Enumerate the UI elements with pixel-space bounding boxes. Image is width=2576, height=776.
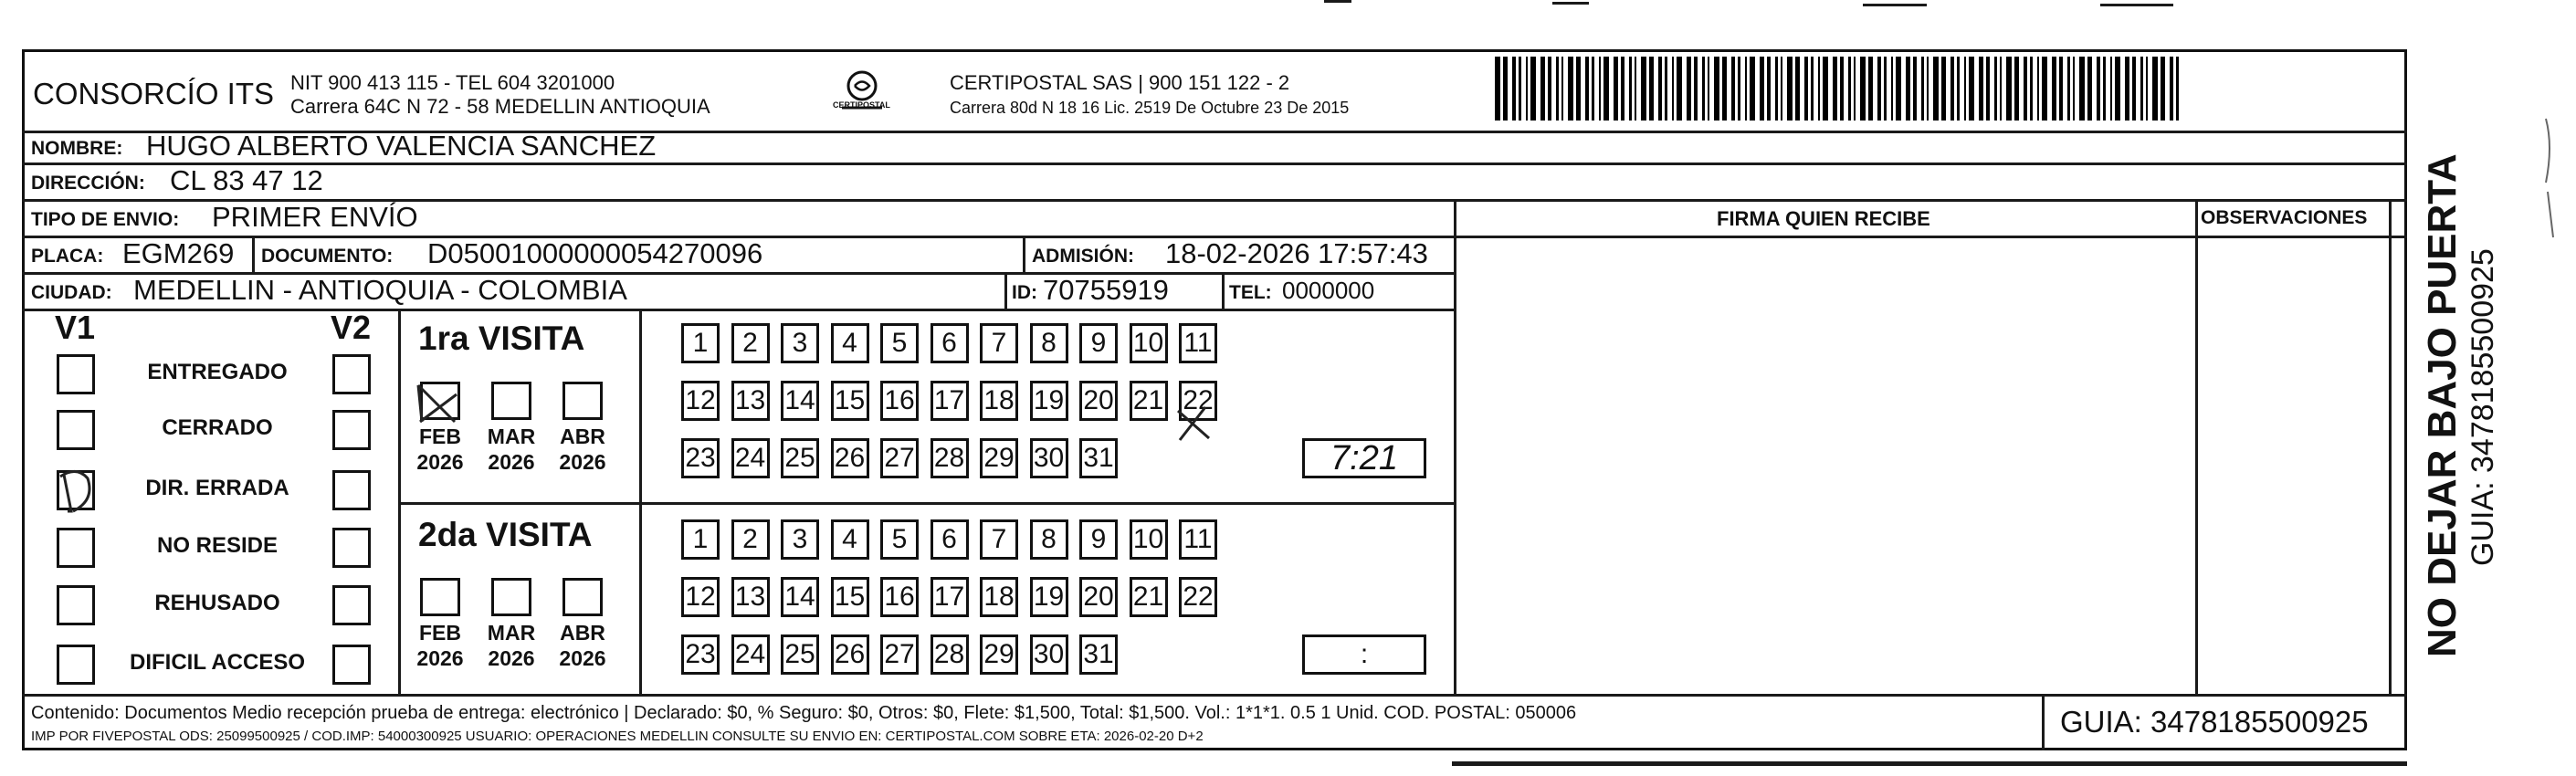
day-box[interactable]: 12 xyxy=(681,577,720,617)
documento-label: DOCUMENTO: xyxy=(261,246,394,267)
month-name: MAR xyxy=(487,425,536,448)
company-nit: NIT 900 413 115 - TEL 604 3201000 xyxy=(290,71,615,94)
day-box[interactable]: 9 xyxy=(1079,323,1118,363)
month-year: 2026 xyxy=(559,646,606,670)
status-label: DIFICIL ACCESO xyxy=(129,650,305,675)
status-label: CERRADO xyxy=(162,415,273,440)
day-box[interactable]: 5 xyxy=(880,519,919,560)
day-box[interactable]: 24 xyxy=(731,634,770,675)
id-value: 70755919 xyxy=(1043,274,1169,306)
v2-label: V2 xyxy=(331,309,372,346)
tel-value: 0000000 xyxy=(1282,277,1375,304)
day-box[interactable]: 27 xyxy=(880,438,919,478)
month-year: 2026 xyxy=(488,450,535,474)
time-box[interactable]: : xyxy=(1302,634,1426,675)
footer-imp: IMP POR FIVEPOSTAL ODS: 25099500925 / COD.IMP: 54000300925 USUARIO: OPERACIONES MEDELLIN CONSULTE SU ENVIO EN: CERTIPOSTAL.COM SOBRE ETA: 2026-02-20 D+2 xyxy=(31,729,1204,744)
month-name: ABR xyxy=(560,425,605,448)
day-box[interactable]: 20 xyxy=(1079,577,1118,617)
month-year: 2026 xyxy=(488,646,535,670)
month-name: ABR xyxy=(560,621,605,645)
logo-caption: CERTIPOSTAL xyxy=(833,100,890,110)
day-box[interactable]: 26 xyxy=(831,634,869,675)
check-mark-day-19 xyxy=(1178,407,1209,440)
check-mark-feb xyxy=(418,385,457,422)
ciudad-value: MEDELLIN - ANTIOQUIA - COLOMBIA xyxy=(133,274,627,306)
status-label: DIR. ERRADA xyxy=(145,476,289,500)
side-guia: GUIA: 3478185500925 xyxy=(2466,248,2500,566)
observaciones-label: OBSERVACIONES xyxy=(2201,207,2368,228)
day-box[interactable]: 9 xyxy=(1079,519,1118,560)
month-name: MAR xyxy=(487,621,536,645)
company-address: Carrera 64C N 72 - 58 MEDELLIN ANTIOQUIA xyxy=(290,95,710,118)
day-box[interactable]: 13 xyxy=(731,381,770,421)
company-name: CONSORCÍO ITS xyxy=(33,77,275,110)
month-year: 2026 xyxy=(416,450,464,474)
carrier-name: CERTIPOSTAL SAS | 900 151 122 - 2 xyxy=(950,71,1290,94)
day-box[interactable]: 8 xyxy=(1030,519,1068,560)
day-box[interactable]: 18 xyxy=(980,381,1018,421)
day-box[interactable]: 10 xyxy=(1130,323,1168,363)
day-box[interactable]: 25 xyxy=(781,438,819,478)
day-box[interactable]: 11 xyxy=(1179,519,1217,560)
month-year: 2026 xyxy=(416,646,464,670)
day-box[interactable]: 6 xyxy=(931,323,969,363)
day-box[interactable]: 3 xyxy=(781,323,819,363)
day-box[interactable]: 25 xyxy=(781,634,819,675)
day-box[interactable]: 22 xyxy=(1179,381,1217,421)
day-box[interactable]: 1 xyxy=(681,519,720,560)
day-box[interactable]: 15 xyxy=(831,381,869,421)
day-box[interactable]: 14 xyxy=(781,577,819,617)
day-box[interactable]: 19 xyxy=(1030,577,1068,617)
status-label: ENTREGADO xyxy=(147,360,288,384)
day-box[interactable]: 11 xyxy=(1179,323,1217,363)
tel-label: TEL: xyxy=(1229,282,1272,303)
day-box[interactable]: 29 xyxy=(980,634,1018,675)
direccion-value: CL 83 47 12 xyxy=(170,164,323,196)
day-box[interactable]: 21 xyxy=(1130,577,1168,617)
day-box[interactable]: 21 xyxy=(1130,381,1168,421)
day-box[interactable]: 30 xyxy=(1030,634,1068,675)
day-box[interactable]: 4 xyxy=(831,519,869,560)
tipo-envio-label: TIPO DE ENVIO: xyxy=(31,209,180,230)
day-box[interactable]: 4 xyxy=(831,323,869,363)
carrier-address: Carrera 80d N 18 16 Lic. 2519 De Octubre 23 De 2015 xyxy=(950,99,1350,117)
admision-value: 18-02-2026 17:57:43 xyxy=(1165,237,1428,269)
scan-bottom-edge xyxy=(1452,761,2407,766)
day-box[interactable]: 14 xyxy=(781,381,819,421)
right-edge-scribble xyxy=(2546,119,2553,237)
visit-title: 1ra VISITA xyxy=(418,320,585,357)
nombre-value: HUGO ALBERTO VALENCIA SANCHEZ xyxy=(146,130,657,162)
day-box[interactable]: 26 xyxy=(831,438,869,478)
day-box[interactable]: 2 xyxy=(731,519,770,560)
side-warning: NO DEJAR BAJO PUERTA xyxy=(2420,153,2465,657)
day-box[interactable]: 15 xyxy=(831,577,869,617)
day-box[interactable]: 31 xyxy=(1079,438,1118,478)
month-name: FEB xyxy=(419,425,461,448)
id-label: ID: xyxy=(1012,282,1037,303)
day-box[interactable]: 7 xyxy=(980,323,1018,363)
day-box[interactable]: 20 xyxy=(1079,381,1118,421)
status-label: NO RESIDE xyxy=(156,533,279,558)
v1-label: V1 xyxy=(55,309,96,346)
month-year: 2026 xyxy=(559,450,606,474)
visit-title: 2da VISITA xyxy=(418,516,593,553)
admision-label: ADMISIÓN: xyxy=(1032,246,1134,267)
day-box[interactable]: 5 xyxy=(880,323,919,363)
footer-guia: GUIA: 3478185500925 xyxy=(2060,705,2369,739)
time-box[interactable]: 7:21 xyxy=(1302,438,1426,478)
day-box[interactable]: 3 xyxy=(781,519,819,560)
month-name: FEB xyxy=(419,621,461,645)
day-box[interactable]: 18 xyxy=(980,577,1018,617)
day-box[interactable]: 12 xyxy=(681,381,720,421)
documento-value: D05001000000054270096 xyxy=(427,237,763,269)
day-box[interactable]: 2 xyxy=(731,323,770,363)
placa-label: PLACA: xyxy=(31,246,104,267)
day-box[interactable]: 13 xyxy=(731,577,770,617)
status-label: REHUSADO xyxy=(154,591,280,615)
day-box[interactable]: 31 xyxy=(1079,634,1118,675)
direccion-label: DIRECCIÓN: xyxy=(31,173,145,194)
day-box[interactable]: 16 xyxy=(880,577,919,617)
tipo-envio-value: PRIMER ENVÍO xyxy=(212,201,418,233)
day-box[interactable]: 27 xyxy=(880,634,919,675)
day-box[interactable]: 8 xyxy=(1030,323,1068,363)
day-box[interactable]: 17 xyxy=(931,381,969,421)
day-box[interactable]: 17 xyxy=(931,577,969,617)
footer-contenido: Contenido: Documentos Medio recepción prueba de entrega: electrónico | Declarado: $0, % Seguro: $0, Otros: $0, Flete: $1,500, Total: $1,500. Vol.: 1*1*1. 0.5 1 Unid. COD. POSTAL: 050006 xyxy=(31,703,1577,723)
day-box[interactable]: 23 xyxy=(681,438,720,478)
check-mark-dir-errada xyxy=(60,471,89,511)
day-box[interactable]: 29 xyxy=(980,438,1018,478)
day-box[interactable]: 10 xyxy=(1130,519,1168,560)
day-box[interactable]: 23 xyxy=(681,634,720,675)
placa-value: EGM269 xyxy=(122,237,235,269)
day-box[interactable]: 1 xyxy=(681,323,720,363)
day-box[interactable]: 19 xyxy=(1030,381,1068,421)
day-box[interactable]: 7 xyxy=(980,519,1018,560)
day-box[interactable]: 28 xyxy=(931,634,969,675)
firma-label: FIRMA QUIEN RECIBE xyxy=(1717,207,1930,230)
day-box[interactable]: 6 xyxy=(931,519,969,560)
ciudad-label: CIUDAD: xyxy=(31,282,112,303)
day-box[interactable]: 16 xyxy=(880,381,919,421)
day-box[interactable]: 30 xyxy=(1030,438,1068,478)
day-box[interactable]: 22 xyxy=(1179,577,1217,617)
day-box[interactable]: 24 xyxy=(731,438,770,478)
day-box[interactable]: 28 xyxy=(931,438,969,478)
nombre-label: NOMBRE: xyxy=(31,138,123,159)
